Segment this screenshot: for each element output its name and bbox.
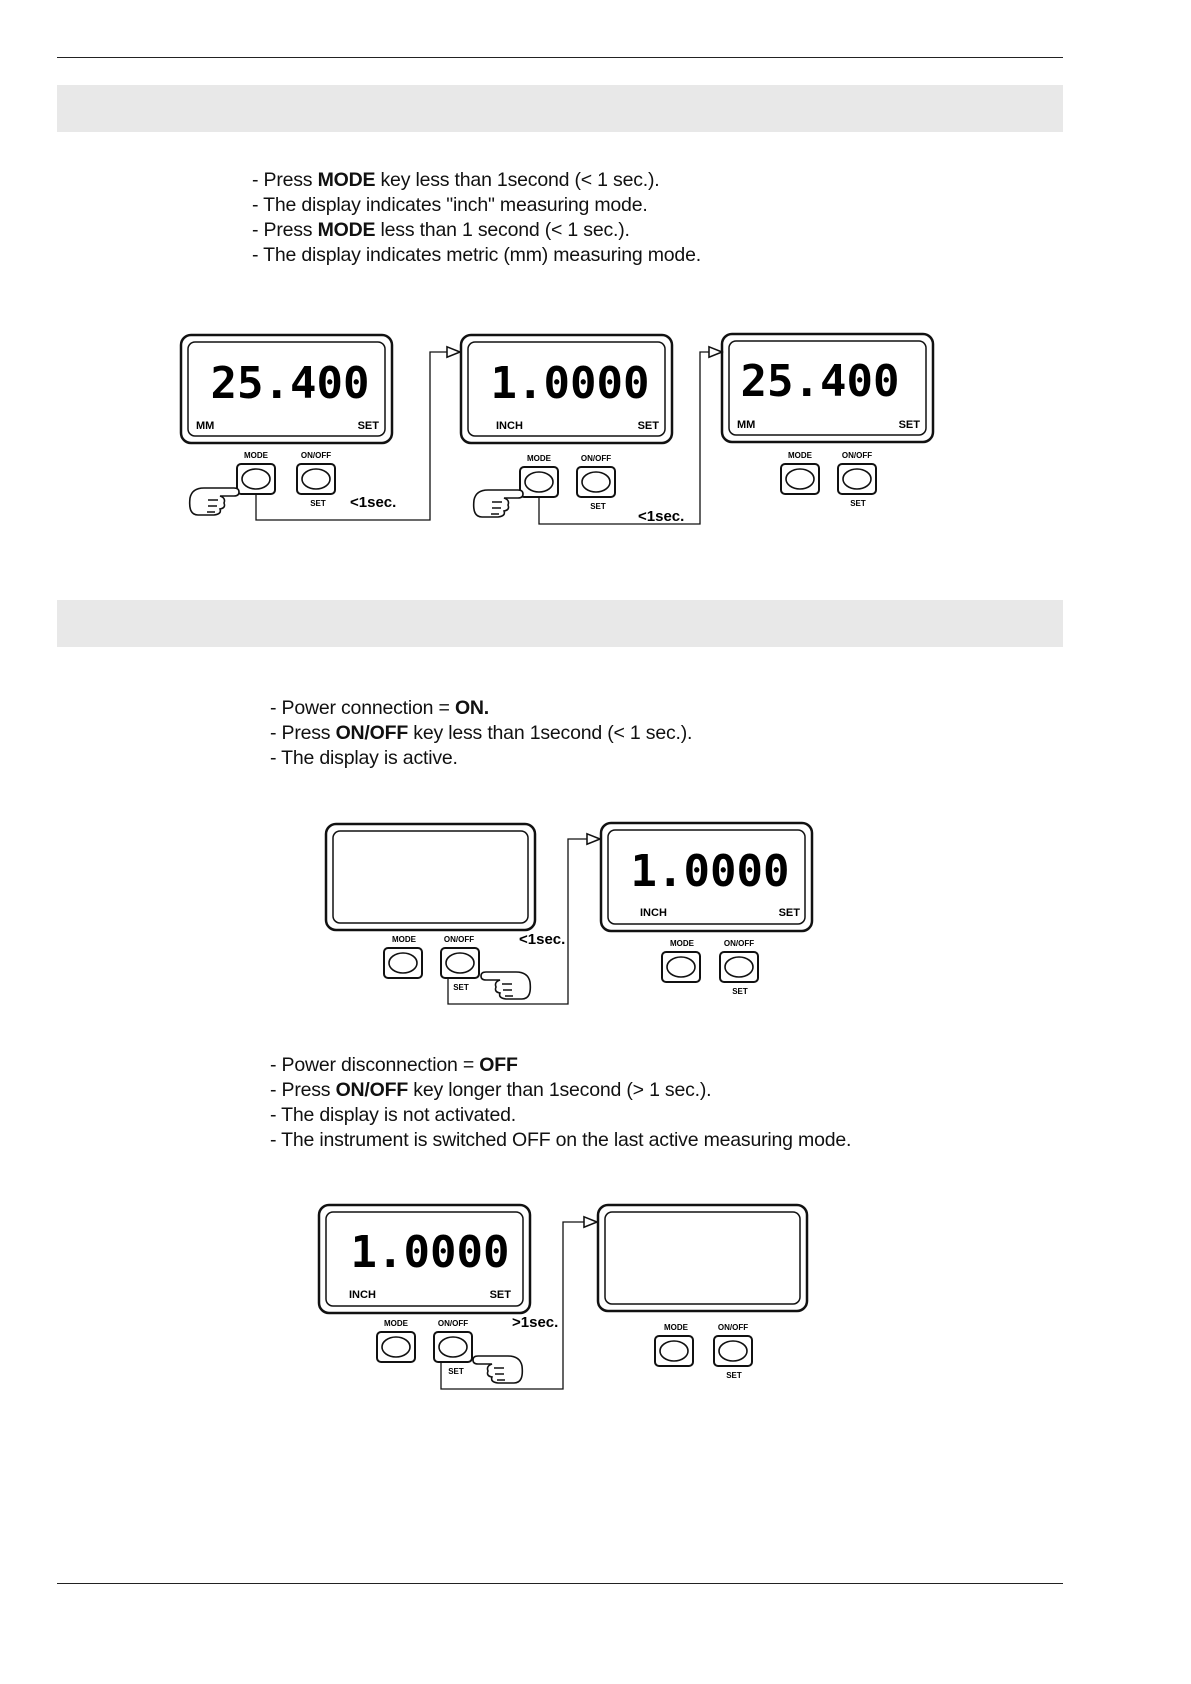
svg-text:ON/OFF: ON/OFF — [300, 451, 332, 460]
svg-text:SET: SET — [310, 499, 326, 508]
section-header-band-mode — [57, 85, 1063, 132]
timing-label: <1sec. — [350, 494, 397, 511]
svg-text:ON/OFF: ON/OFF — [437, 1319, 469, 1328]
mode-switch-figure — [0, 330, 1191, 530]
unit-label: INCH — [496, 420, 523, 432]
mode-button[interactable] — [382, 1337, 410, 1357]
gauge-display-blank — [326, 824, 535, 930]
instruction-line: - The display indicates metric (mm) measuring mode. — [252, 244, 701, 266]
svg-text:SET: SET — [850, 499, 866, 508]
timing-label: >1sec. — [512, 1314, 559, 1331]
mode-button[interactable] — [525, 472, 553, 492]
gauge-buttons — [662, 939, 758, 996]
power-on-instructions — [270, 696, 692, 771]
instruction-line: - The display is not activated. — [270, 1104, 516, 1126]
onoff-button[interactable] — [446, 953, 474, 973]
display-reading: 1.0000 — [630, 846, 790, 897]
svg-text:SET: SET — [732, 987, 748, 996]
svg-text:ON/OFF: ON/OFF — [717, 1323, 749, 1332]
instruction-line: - The instrument is switched OFF on the last active measuring mode. — [270, 1129, 852, 1151]
pointing-hand-icon — [473, 1356, 522, 1383]
gauge-buttons — [655, 1323, 752, 1380]
svg-text:SET: SET — [726, 1371, 742, 1380]
mode-button[interactable] — [786, 469, 814, 489]
display-reading: 25.400 — [210, 358, 370, 409]
gauge-buttons — [781, 451, 876, 508]
gauge-display-inch — [601, 823, 812, 931]
power-off-figure — [0, 1195, 1191, 1395]
onoff-button[interactable] — [302, 469, 330, 489]
gauge-buttons — [520, 454, 615, 511]
instruction-line: - Press ON/OFF key longer than 1second (> 1 sec.). — [270, 1079, 712, 1101]
instruction-line: - Power disconnection = OFF — [270, 1054, 518, 1076]
gauge-display-blank — [598, 1205, 807, 1311]
pointing-hand-icon — [474, 490, 523, 517]
svg-text:MODE: MODE — [788, 451, 812, 460]
svg-text:MODE: MODE — [244, 451, 268, 460]
svg-text:ON/OFF: ON/OFF — [443, 935, 475, 944]
onoff-button[interactable] — [843, 469, 871, 489]
svg-text:ON/OFF: ON/OFF — [841, 451, 873, 460]
unit-label: INCH — [640, 907, 667, 919]
instruction-line: - Press MODE less than 1 second (< 1 sec.). — [252, 219, 630, 241]
gauge-buttons — [377, 1319, 472, 1376]
power-on-figure — [0, 815, 1191, 1015]
set-label: SET — [637, 420, 659, 432]
gauge-display-inch — [319, 1205, 530, 1313]
mode-button[interactable] — [660, 1341, 688, 1361]
instruction-line: - The display is active. — [270, 747, 458, 769]
pointing-hand-icon — [190, 488, 239, 515]
display-reading: 25.400 — [740, 356, 900, 407]
set-label: SET — [357, 420, 379, 432]
svg-text:MODE: MODE — [527, 454, 551, 463]
instruction-line: - Press ON/OFF key less than 1second (< 1 sec.). — [270, 722, 693, 744]
svg-text:MODE: MODE — [384, 1319, 408, 1328]
gauge-display-mm — [181, 335, 392, 443]
unit-label: INCH — [349, 1289, 376, 1301]
section-header-band-power — [57, 600, 1063, 647]
power-off-instructions — [270, 1053, 851, 1153]
gauge-display-inch — [461, 335, 672, 443]
svg-text:MODE: MODE — [670, 939, 694, 948]
gauge-buttons — [237, 451, 335, 508]
svg-text:MODE: MODE — [664, 1323, 688, 1332]
gauge-display-mm — [722, 334, 933, 442]
display-reading: 1.0000 — [350, 1227, 510, 1278]
top-rule — [57, 57, 1063, 58]
svg-text:SET: SET — [453, 983, 469, 992]
display-reading: 1.0000 — [490, 358, 650, 409]
instruction-line: - Press MODE key less than 1second (< 1 sec.). — [252, 169, 660, 191]
mode-button[interactable] — [667, 957, 695, 977]
gauge-buttons — [384, 935, 479, 992]
mode-button[interactable] — [242, 469, 270, 489]
svg-text:ON/OFF: ON/OFF — [580, 454, 612, 463]
instruction-line: - The display indicates "inch" measuring mode. — [252, 194, 648, 216]
onoff-button[interactable] — [582, 472, 610, 492]
mode-instructions — [252, 168, 701, 268]
svg-text:SET: SET — [590, 502, 606, 511]
mode-button[interactable] — [389, 953, 417, 973]
bottom-rule — [57, 1583, 1063, 1584]
set-label: SET — [778, 907, 800, 919]
onoff-button[interactable] — [439, 1337, 467, 1357]
unit-label: MM — [196, 420, 215, 432]
set-label: SET — [898, 419, 920, 431]
instruction-line: - Power connection = ON. — [270, 697, 490, 719]
unit-label: MM — [737, 419, 756, 431]
onoff-button[interactable] — [725, 957, 753, 977]
svg-text:ON/OFF: ON/OFF — [723, 939, 755, 948]
timing-label: <1sec. — [638, 508, 685, 525]
svg-text:MODE: MODE — [392, 935, 416, 944]
timing-label: <1sec. — [519, 931, 566, 948]
onoff-button[interactable] — [719, 1341, 747, 1361]
svg-text:SET: SET — [448, 1367, 464, 1376]
set-label: SET — [489, 1289, 511, 1301]
pointing-hand-icon — [481, 972, 530, 999]
